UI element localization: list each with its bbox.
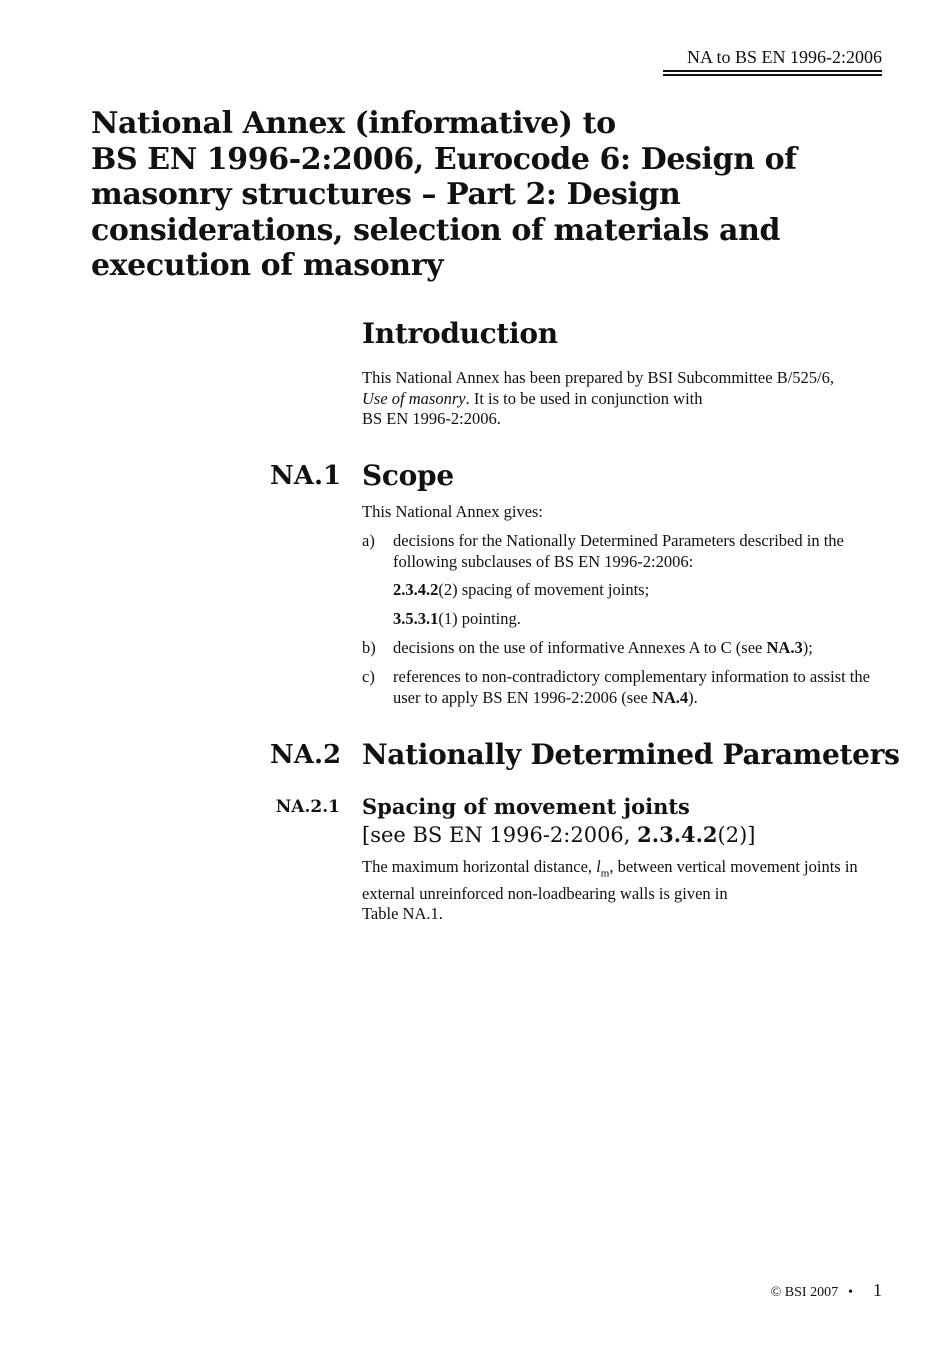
title-line-1: National Annex (informative) to [91,106,616,141]
introduction-paragraph [362,368,887,430]
ref-na3: NA.3 [766,638,803,657]
document-title [91,106,891,284]
subclause-item-2 [393,609,521,630]
list-text-a: decisions for the Nationally Determined Parameters described in the following subclauses of BS EN 1996-2:2006: [393,531,844,571]
subclause-text-2: (1) pointing. [438,609,521,628]
subclause-number-1: 2.3.4.2 [393,580,439,599]
symbol-l: l [596,857,601,876]
header-double-rule [663,70,882,76]
title-line-5: execution of masonry [91,248,444,283]
list-text-b: decisions on the use of informative Annexes A to C (see NA.3); [393,638,813,657]
section-number-na1: NA.1 [270,461,342,491]
list-label-c: c) [362,667,375,686]
ref-na4: NA.4 [651,687,689,707]
header-document-reference: NA to BS EN 1996-2:2006 [686,47,882,67]
section-number-na21: NA.2.1 [275,797,340,817]
movement-joints-paragraph: The maximum horizontal distance, $l_m$, between vertical movement joints in external unreinforced non-loadbearing walls is given in Table NA.1. [362,857,858,924]
subclause-text-1: (2) spacing of movement joints; [438,580,650,599]
list-label-a: a) [362,531,375,550]
scope-intro: This National Annex gives: [362,502,544,521]
page-number: 1 [873,1280,882,1300]
introduction-heading: Introduction [362,317,558,350]
ndp-heading: Nationally Determined Parameters [362,738,900,771]
footer-bullet: • [848,1285,853,1300]
intro-text-1: This National Annex has been prepared by BSI Subcommittee B/525/6, [362,368,834,387]
list-text-c: references to non-contradictory complementary information to assist the user to apply BS EN 1996-2:2006 (see NA.4). [393,667,870,707]
section-number-na2: NA.2 [270,740,342,770]
subclause-item-1 [393,580,649,601]
ref-clause: 2.3.4.2 [637,822,718,847]
movement-joints-heading: Spacing of movement joints [362,794,690,819]
page-footer [771,1280,882,1301]
list-label-b: b) [362,638,376,657]
intro-text-3: BS EN 1996-2:2006. [362,409,501,428]
copyright-text: © BSI 2007 [770,1285,839,1300]
intro-italic-committee: Use of masonry [362,388,466,408]
title-line-4: considerations, selection of materials and [91,212,781,248]
intro-text-2: . It is to be used in conjunction with [465,388,703,408]
title-line-3: masonry structures – Part 2: Design [91,177,681,212]
table-reference: Table NA.1. [362,904,443,924]
title-line-2: BS EN 1996-2:2006, Eurocode 6: Design of [91,141,797,177]
subclause-number-2: 3.5.3.1 [393,609,439,628]
movement-joints-reference: [see BS EN 1996-2:2006, 2.3.4.2(2)] [362,822,756,847]
scope-heading: Scope [362,459,454,492]
symbol-subscript: m [600,867,610,880]
